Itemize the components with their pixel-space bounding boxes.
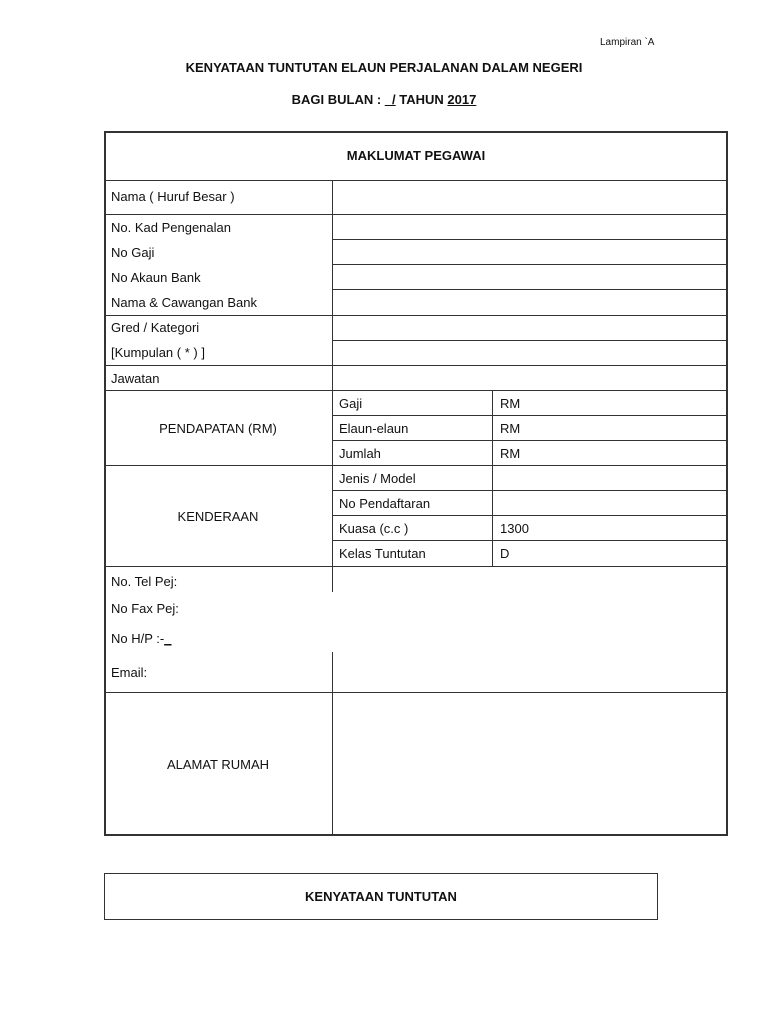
document-title: KENYATAAN TUNTUTAN ELAUN PERJALANAN DALAM NEGERI [185, 60, 583, 75]
tel-pej-label: No. Tel Pej: [111, 574, 178, 589]
nama-label: Nama ( Huruf Besar ) [111, 189, 235, 204]
hp-label-text: No H/P :- [111, 631, 165, 646]
lampiran-label: Lampiran `A [600, 37, 655, 48]
kelas-tuntutan-label: Kelas Tuntutan [339, 546, 426, 561]
kelas-tuntutan-value: D [500, 546, 510, 561]
period-line [0, 92, 768, 107]
email-label: Email: [111, 665, 148, 680]
kuasa-label: Kuasa (c.c ) [339, 521, 409, 536]
fax-pej-label: No Fax Pej: [111, 601, 179, 616]
maklumat-pegawai-heading: MAKLUMAT PEGAWAI [346, 148, 486, 163]
hp-label [111, 631, 171, 646]
gred-label: Gred / Kategori [111, 320, 200, 335]
kad-pengenalan-label: No. Kad Pengenalan [111, 220, 231, 235]
month-blank: _/ [384, 92, 396, 107]
kuasa-value: 1300 [500, 521, 529, 536]
elaun-value: RM [500, 421, 521, 436]
jumlah-label: Jumlah [339, 446, 381, 461]
cawangan-bank-label: Nama & Cawangan Bank [111, 295, 257, 310]
kenyataan-tuntutan-heading: KENYATAAN TUNTUTAN [305, 889, 457, 904]
alamat-rumah-label: ALAMAT RUMAH [166, 757, 270, 772]
period-prefix: BAGI BULAN : [291, 92, 385, 107]
period-tahun: TAHUN [395, 92, 448, 107]
kenderaan-label: KENDERAAN [177, 509, 259, 524]
hp-blank: _ [164, 631, 172, 646]
gaji-label: Gaji [339, 396, 363, 411]
jawatan-label: Jawatan [111, 371, 160, 386]
year-value: 2017 [447, 92, 477, 107]
pendapatan-label: PENDAPATAN (RM) [159, 421, 277, 436]
akaun-bank-label: No Akaun Bank [111, 270, 201, 285]
jenis-model-label: Jenis / Model [339, 471, 416, 486]
gaji-value: RM [500, 396, 521, 411]
no-pendaftaran-label: No Pendaftaran [339, 496, 431, 511]
maklumat-pegawai-table [104, 131, 728, 836]
jumlah-value: RM [500, 446, 521, 461]
kumpulan-label: [Kumpulan ( * ) ] [111, 345, 205, 360]
elaun-label: Elaun-elaun [339, 421, 409, 436]
no-gaji-label: No Gaji [111, 245, 155, 260]
